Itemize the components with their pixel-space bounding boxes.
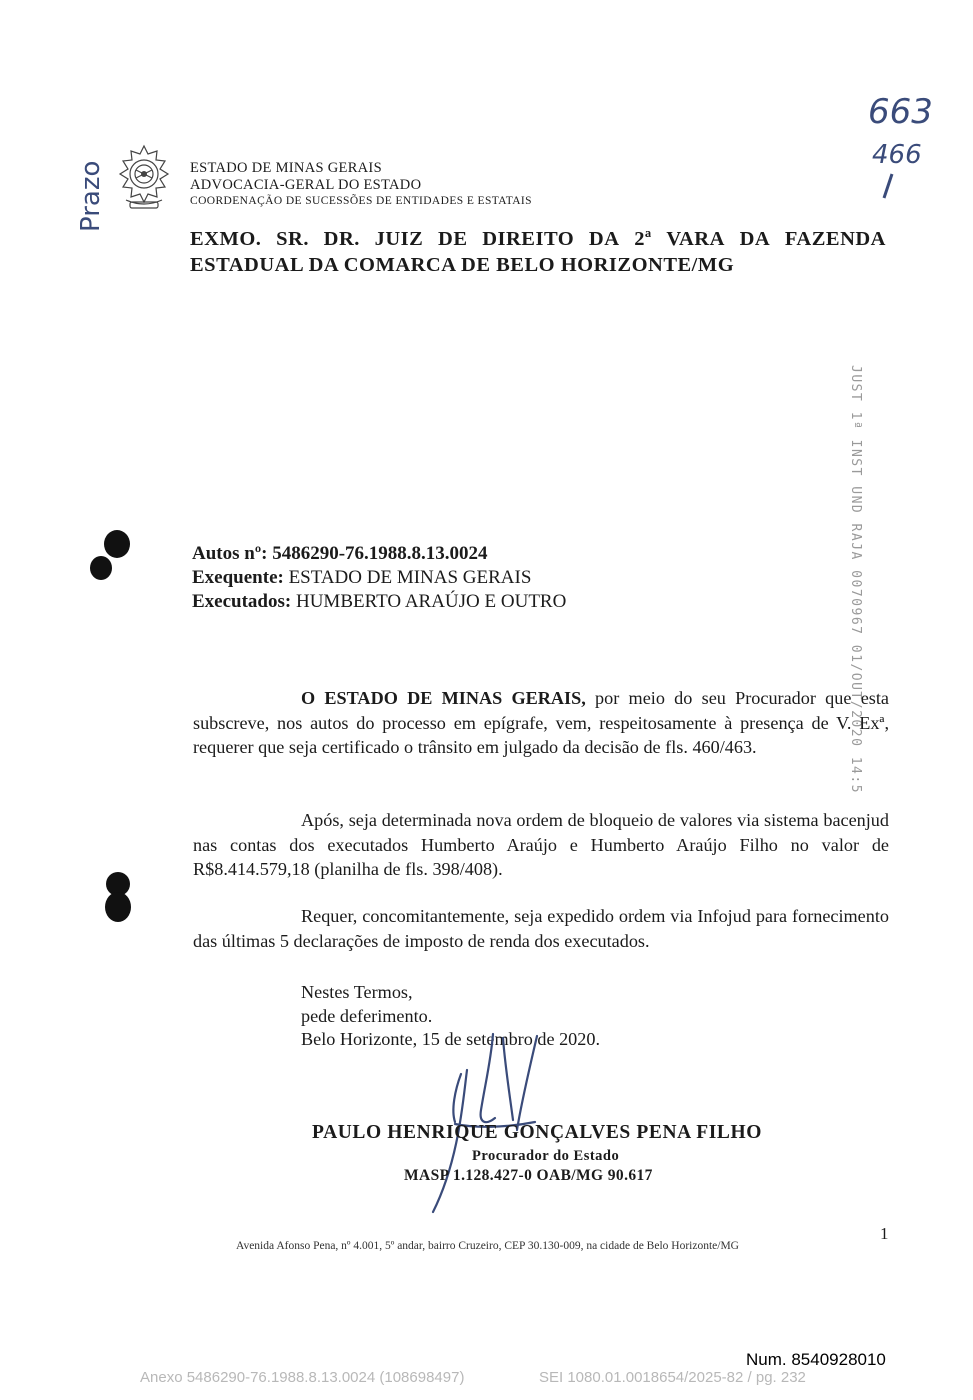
addressee-word: DR. [323,228,360,250]
case-info [192,542,566,614]
handwritten-folio-bottom: 466 [872,140,922,170]
closing-line-1: Nestes Termos, [301,982,413,1002]
paragraph-request-certification [193,686,889,760]
signatory-name: PAULO HENRIQUE GONÇALVES PENA FILHO [312,1122,763,1143]
closing-date-line: Belo Horizonte, 15 de setembro de 2020. [301,1029,601,1049]
handwritten-check-mark [878,172,898,202]
paragraph-infojud-request [193,904,889,953]
footer-address: Avenida Afonso Pena, nº 4.001, 5º andar, bairro Cruzeiro, CEP 30.130-009, na cidade de Belo Horizonte/MG [236,1240,739,1252]
addressee-line-1 [190,226,886,252]
defendants-line [192,590,566,614]
case-number-value: 5486290-76.1988.8.13.0024 [272,543,488,564]
paragraph-bacenjud-request [193,808,889,882]
punch-hole [90,556,112,580]
sei-reference: SEI 1080.01.0018654/2025-82 / pg. 232 [539,1369,806,1386]
addressee-word: DIREITO [482,228,575,250]
addressee-word: DA [739,228,771,250]
header-state-name: ESTADO DE MINAS GERAIS [190,160,382,176]
paragraph-text: Após, seja determinada nova ordem de bloqueio de valores via sistema bacenjud nas contas dos executados Humberto Araújo e Humberto Araújo Filho no valor de R$8.414.579,18 (planilha de fls. 398/408). [193,810,889,879]
addressee-word: 2ª [634,228,652,250]
defendants-value: HUMBERTO ARAÚJO E OUTRO [295,591,567,612]
defendants-label: Executados: [192,591,292,612]
court-reception-stamp [842,365,876,795]
handwritten-side-note: Prazo [76,160,106,232]
addressee-word: EXMO. [190,228,262,250]
signatory-registration: MASP 1.128.427-0 OAB/MG 90.617 [404,1167,653,1184]
header-department-name: COORDENAÇÃO DE SUCESSÕES DE ENTIDADES E ESTATAIS [190,195,532,207]
punch-hole [104,530,130,558]
punch-hole [105,892,131,922]
addressee-word: FAZENDA [784,228,886,250]
closing-line-2: pede deferimento. [301,1006,433,1026]
header-agency-name: ADVOCACIA-GERAL DO ESTADO [190,177,422,193]
stamp-text: JUST 1ª INST UND RAJA 0070967 01/OUT/2020 14:5 [848,365,863,795]
document-number: Num. 8540928010 [746,1350,886,1369]
case-number-line [192,542,566,566]
addressee-word: VARA [666,228,725,250]
addressee-word: DE [438,228,468,250]
addressee-word: DA [588,228,620,250]
plaintiff-label: Exequente: [192,567,284,588]
signatory-role: Procurador do Estado [472,1148,620,1164]
plaintiff-value: ESTADO DE MINAS GERAIS [288,567,532,588]
state-coat-of-arms-seal [112,142,176,212]
case-number-label: Autos nº: [192,543,268,564]
handwritten-folio-top: 663 [868,92,933,132]
paragraph-lead: O ESTADO DE MINAS GERAIS, [301,688,586,708]
annex-reference: Anexo 5486290-76.1988.8.13.0024 (108698497) [140,1369,465,1386]
addressee-word: SR. [276,228,309,250]
plaintiff-line [192,566,566,590]
addressee-line-2: ESTADUAL DA COMARCA DE BELO HORIZONTE/MG [190,254,735,276]
paragraph-text: Requer, concomitantemente, seja expedido ordem via Infojud para fornecimento das últimas 5 declarações de imposto de renda dos executados. [193,906,889,951]
addressee-block [190,226,886,278]
addressee-word: JUIZ [374,228,424,250]
paragraph-text: por meio do seu Procurador que esta subscreve, nos autos do processo em epígrafe, vem, respeitosamente à presença de V. Exª, requerer que seja certificado o trânsito em julgado da decisão de fls. 460/463. [193,688,889,757]
page-number: 1 [880,1224,889,1243]
